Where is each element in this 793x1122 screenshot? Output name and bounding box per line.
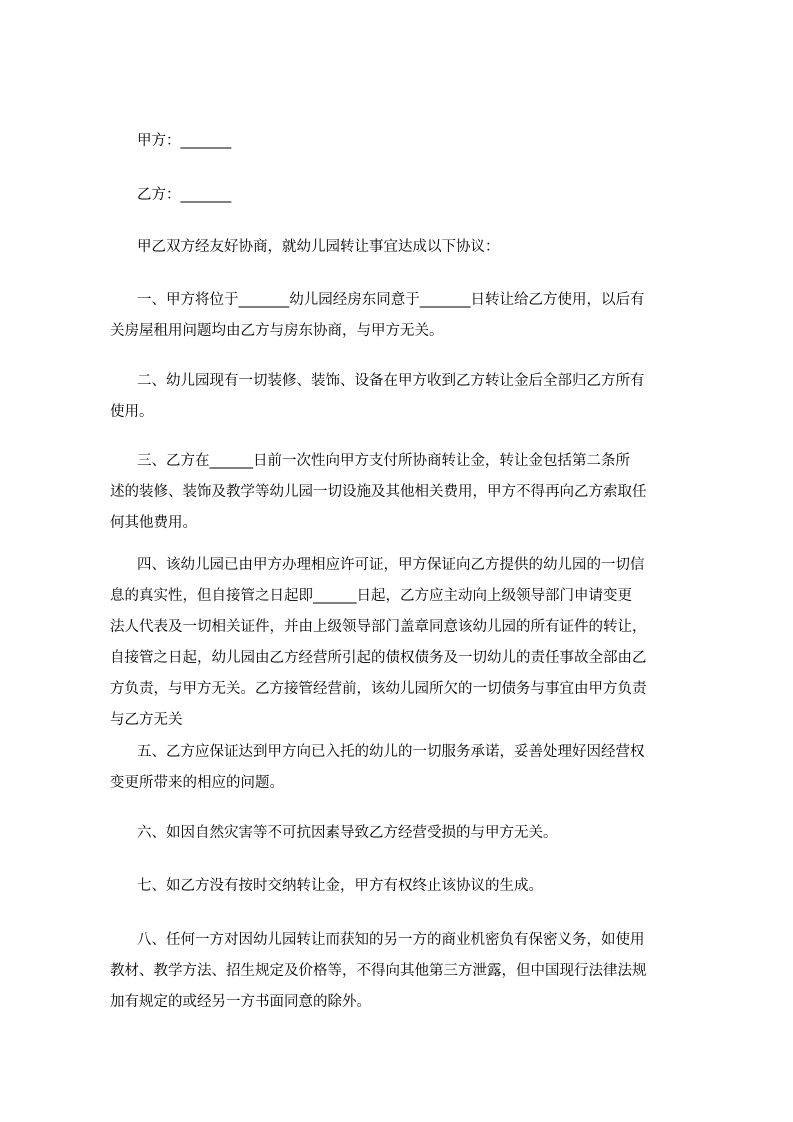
party-b-text: 乙方：_______ — [137, 187, 232, 203]
clause-8 — [110, 925, 707, 1018]
clause-2 — [110, 366, 707, 428]
clause-7-text: 七、如乙方没有按时交纳转让金，甲方有权终止该协议的生成。 — [137, 878, 543, 894]
clause-8-line-3: 加有规定的或经另一方书面同意的除外。 — [110, 994, 371, 1010]
clause-5-line-2: 变更所带来的相应的问题。 — [110, 775, 284, 791]
clause-4-line-6: 与乙方无关 — [110, 712, 183, 728]
clause-2-line-1: 二、幼儿园现有一切装修、装饰、设备在甲方收到乙方转让金后全部归乙方所有 — [137, 373, 645, 389]
party-a-line — [137, 126, 702, 157]
intro-paragraph — [137, 232, 702, 263]
clause-4-line-3: 法人代表及一切相关证件，并由上级领导部门盖章同意该幼儿园的所有证件的转让， — [110, 619, 647, 635]
clause-3-line-1: 三、乙方在______日前一次性向甲方支付所协商转让金，转让金包括第二条所 — [137, 453, 630, 469]
clause-6-text: 六、如因自然灾害等不可抗因素导致乙方经营受损的与甲方无关。 — [137, 825, 558, 841]
party-a-text: 甲方：_______ — [137, 133, 232, 149]
clause-8-line-1: 八、任何一方对因幼儿园转让而获知的另一方的商业机密负有保密义务，如使用 — [137, 932, 645, 948]
clause-8-line-2: 教材、教学方法、招生规定及价格等，不得向其他第三方泄露，但中国现行法律法规 — [110, 963, 647, 979]
clause-4 — [110, 550, 707, 736]
clause-3-line-3: 何其他费用。 — [110, 515, 197, 531]
party-b-line — [137, 180, 702, 211]
clause-1 — [110, 285, 707, 347]
clause-4-line-1: 四、该幼儿园已由甲方办理相应许可证，甲方保证向乙方提供的幼儿园的一切信 — [137, 557, 645, 573]
clause-4-line-5: 方负责，与甲方无关。乙方接管经营前，该幼儿园所欠的一切债务与事宜由甲方负责 — [110, 681, 647, 697]
clause-7 — [137, 871, 702, 902]
intro-text: 甲乙双方经友好协商，就幼儿园转让事宜达成以下协议： — [137, 239, 500, 255]
clause-3 — [110, 446, 707, 539]
clause-2-line-2: 使用。 — [110, 404, 154, 420]
clause-1-line-1: 一、甲方将位于_______幼儿园经房东同意于_______日转让给乙方使用，以后有 — [137, 292, 645, 308]
clause-1-line-2: 关房屋租用问题均由乙方与房东协商，与甲方无关。 — [110, 323, 444, 339]
clause-3-line-2: 述的装修、装饰及教学等幼儿园一切设施及其他相关费用，甲方不得再向乙方索取任 — [110, 484, 647, 500]
clause-6 — [137, 818, 702, 849]
clause-5 — [110, 737, 707, 799]
clause-4-line-4: 自接管之日起，幼儿园由乙方经营所引起的债权债务及一切幼儿的责任事故全部由乙 — [110, 650, 647, 666]
clause-4-line-2: 息的真实性，但自接管之日起即______日起，乙方应主动向上级领导部门申请变更 — [110, 588, 632, 604]
clause-5-line-1: 五、乙方应保证达到甲方向已入托的幼儿的一切服务承诺，妥善处理好因经营权 — [137, 744, 645, 760]
